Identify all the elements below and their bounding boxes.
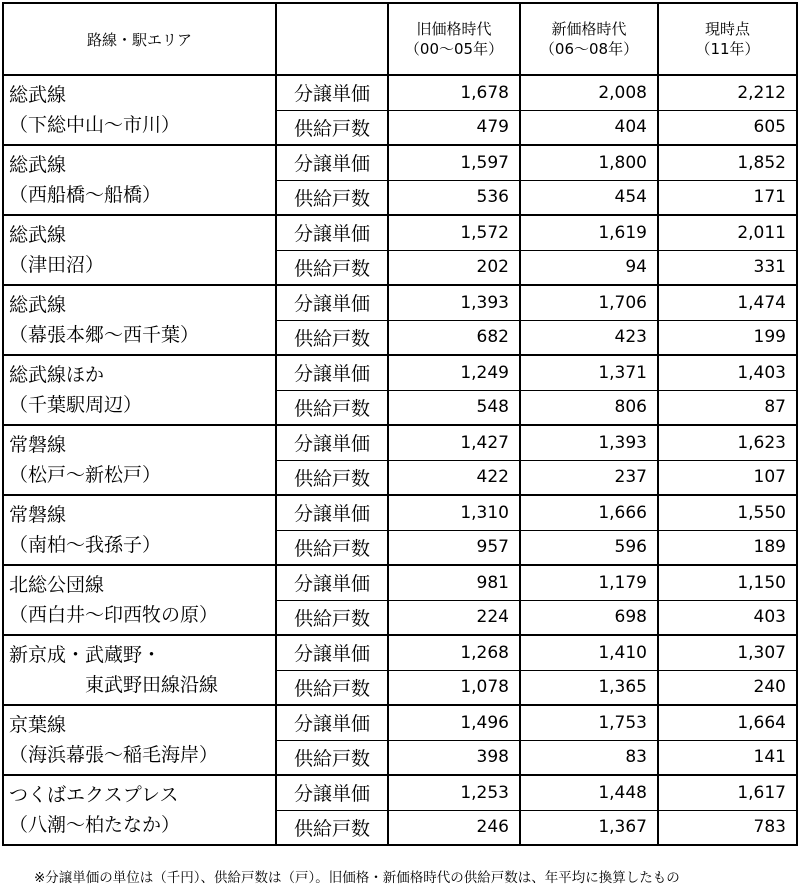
area-line-name: 総武線: [9, 154, 67, 176]
price-value: 1,249: [388, 355, 520, 390]
units-value: 240: [658, 670, 797, 705]
period-title: 旧価格時代: [416, 20, 492, 38]
area-cell: [3, 285, 276, 355]
metric-label-units: 供給戸数: [276, 390, 388, 425]
metric-label-price: 分譲単価: [276, 145, 388, 180]
price-value: 1,852: [658, 145, 797, 180]
units-value: 189: [658, 530, 797, 565]
units-value: 698: [520, 600, 658, 635]
metric-label-price: 分譲単価: [276, 215, 388, 250]
area-line-name: 総武線: [9, 294, 67, 316]
price-value: 1,253: [388, 775, 520, 810]
area-cell: [3, 355, 276, 425]
price-value: 1,150: [658, 565, 797, 600]
units-value: 479: [388, 110, 520, 145]
price-value: 1,410: [520, 635, 658, 670]
units-value: 1,367: [520, 810, 658, 845]
units-value: 171: [658, 180, 797, 215]
price-value: 1,666: [520, 495, 658, 530]
area-line-stations: （津田沼）: [9, 254, 105, 276]
metric-label-price: 分譲単価: [276, 75, 388, 110]
area-cell: [3, 775, 276, 845]
area-cell: [3, 635, 276, 705]
period-range: （00～05年）: [404, 40, 504, 58]
table-row-price: [3, 495, 797, 530]
price-value: 1,403: [658, 355, 797, 390]
area-line-stations: （松戸～新松戸）: [9, 464, 162, 486]
area-line-name: 総武線: [9, 84, 67, 106]
units-value: 783: [658, 810, 797, 845]
period-header-current: [658, 3, 797, 75]
area-header: 路線・駅エリア: [3, 3, 276, 75]
table-row-price: [3, 145, 797, 180]
units-value: 331: [658, 250, 797, 285]
units-value: 806: [520, 390, 658, 425]
metric-label-price: 分譲単価: [276, 495, 388, 530]
units-value: 536: [388, 180, 520, 215]
price-value: 1,597: [388, 145, 520, 180]
area-line-stations: （八潮～柏たなか）: [9, 814, 181, 836]
period-range: （11年）: [695, 40, 760, 58]
area-cell: [3, 705, 276, 775]
price-value: 981: [388, 565, 520, 600]
area-line-stations: （下総中山～市川）: [9, 114, 181, 136]
table-row-price: [3, 565, 797, 600]
area-cell: [3, 495, 276, 565]
price-value: 1,706: [520, 285, 658, 320]
units-value: 423: [520, 320, 658, 355]
metric-label-units: 供給戸数: [276, 460, 388, 495]
price-value: 1,550: [658, 495, 797, 530]
units-value: 422: [388, 460, 520, 495]
price-value: 1,800: [520, 145, 658, 180]
table-row-price: [3, 355, 797, 390]
price-value: 1,393: [520, 425, 658, 460]
area-line-name: 常磐線: [9, 504, 67, 526]
price-value: 1,496: [388, 705, 520, 740]
units-value: 224: [388, 600, 520, 635]
area-cell: [3, 75, 276, 145]
area-line-stations: （海浜幕張～稲毛海岸）: [9, 744, 219, 766]
metric-label-units: 供給戸数: [276, 320, 388, 355]
area-cell: [3, 425, 276, 495]
period-title: 現時点: [704, 20, 750, 38]
table-row-price: [3, 775, 797, 810]
units-value: 398: [388, 740, 520, 775]
units-value: 107: [658, 460, 797, 495]
metric-label-units: 供給戸数: [276, 250, 388, 285]
units-value: 199: [658, 320, 797, 355]
metric-label-price: 分譲単価: [276, 425, 388, 460]
price-value: 1,448: [520, 775, 658, 810]
units-value: 1,365: [520, 670, 658, 705]
table-row-price: [3, 215, 797, 250]
units-value: 1,078: [388, 670, 520, 705]
price-value: 1,753: [520, 705, 658, 740]
units-value: 94: [520, 250, 658, 285]
area-line-name: 常磐線: [9, 434, 67, 456]
area-line-stations: （千葉駅周辺）: [9, 394, 143, 416]
units-value: 596: [520, 530, 658, 565]
area-line-stations: （西船橋～船橋）: [9, 184, 162, 206]
area-cell: [3, 145, 276, 215]
area-line-name: 新京成・武蔵野・: [9, 644, 162, 666]
metric-label-units: 供給戸数: [276, 740, 388, 775]
metric-label-units: 供給戸数: [276, 180, 388, 215]
period-range: （06～08年）: [539, 40, 639, 58]
price-supply-table: [2, 2, 798, 846]
price-value: 1,572: [388, 215, 520, 250]
table-row-price: [3, 635, 797, 670]
price-value: 1,619: [520, 215, 658, 250]
units-value: 404: [520, 110, 658, 145]
price-value: 2,008: [520, 75, 658, 110]
area-line-stations: （南柏～我孫子）: [9, 534, 162, 556]
metric-label-units: 供給戸数: [276, 810, 388, 845]
units-value: 87: [658, 390, 797, 425]
price-value: 2,011: [658, 215, 797, 250]
price-value: 1,371: [520, 355, 658, 390]
area-line-stations: 東武野田線沿線: [85, 674, 219, 696]
table-row-price: [3, 705, 797, 740]
price-value: 1,179: [520, 565, 658, 600]
metric-label-units: 供給戸数: [276, 530, 388, 565]
price-value: 1,268: [388, 635, 520, 670]
metric-header: [276, 3, 388, 75]
price-value: 1,307: [658, 635, 797, 670]
area-line-name: つくばエクスプレス: [9, 784, 179, 806]
metric-label-price: 分譲単価: [276, 355, 388, 390]
price-value: 1,664: [658, 705, 797, 740]
area-cell: [3, 565, 276, 635]
area-cell: [3, 215, 276, 285]
units-value: 682: [388, 320, 520, 355]
period-title: 新価格時代: [551, 20, 627, 38]
area-line-stations: （幕張本郷～西千葉）: [9, 324, 200, 346]
table-row-price: [3, 75, 797, 110]
price-value: 1,617: [658, 775, 797, 810]
metric-label-price: 分譲単価: [276, 705, 388, 740]
units-value: 83: [520, 740, 658, 775]
price-value: 1,393: [388, 285, 520, 320]
units-value: 957: [388, 530, 520, 565]
period-header-old: [388, 3, 520, 75]
area-line-name: 北総公団線: [9, 574, 105, 596]
metric-label-units: 供給戸数: [276, 110, 388, 145]
header-row: [3, 3, 797, 75]
table-row-price: [3, 425, 797, 460]
metric-label-units: 供給戸数: [276, 600, 388, 635]
footnote: ※分譲単価の単位は（千円）、供給戸数は（戸）。旧価格・新価格時代の供給戸数は、年平均に換算したもの: [34, 870, 680, 886]
price-value: 1,678: [388, 75, 520, 110]
units-value: 548: [388, 390, 520, 425]
price-value: 2,212: [658, 75, 797, 110]
area-line-name: 総武線ほか: [9, 364, 105, 386]
units-value: 454: [520, 180, 658, 215]
units-value: 141: [658, 740, 797, 775]
period-header-new: [520, 3, 658, 75]
table-body: [3, 75, 797, 845]
units-value: 246: [388, 810, 520, 845]
price-value: 1,623: [658, 425, 797, 460]
area-line-name: 総武線: [9, 224, 67, 246]
metric-label-price: 分譲単価: [276, 775, 388, 810]
price-value: 1,427: [388, 425, 520, 460]
metric-label-price: 分譲単価: [276, 285, 388, 320]
area-line-stations: （西白井～印西牧の原）: [9, 604, 219, 626]
metric-label-price: 分譲単価: [276, 635, 388, 670]
units-value: 237: [520, 460, 658, 495]
area-line-name: 京葉線: [9, 714, 67, 736]
units-value: 605: [658, 110, 797, 145]
metric-label-units: 供給戸数: [276, 670, 388, 705]
units-value: 202: [388, 250, 520, 285]
units-value: 403: [658, 600, 797, 635]
price-value: 1,310: [388, 495, 520, 530]
table-row-price: [3, 285, 797, 320]
metric-label-price: 分譲単価: [276, 565, 388, 600]
price-value: 1,474: [658, 285, 797, 320]
